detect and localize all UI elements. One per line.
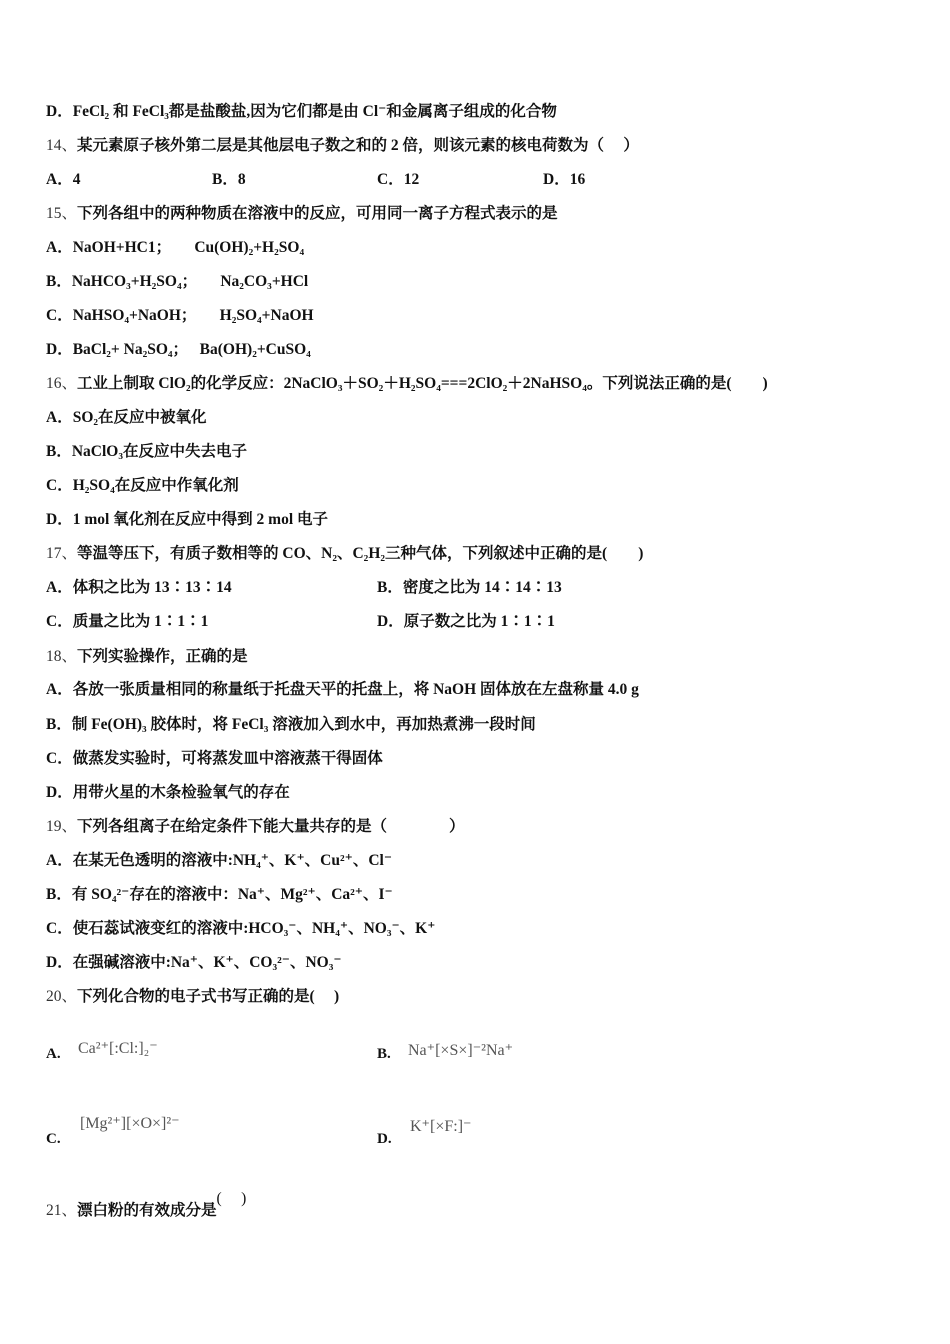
q20-stem [46, 987, 339, 1007]
q17-option-d: D．原子数之比为 1∶1∶1 [377, 613, 555, 630]
q15-option-b: B．NaHCO₃+H₂SO₄； Na₂CO₃+HCl [46, 273, 309, 290]
option-label: A. [46, 1046, 61, 1062]
q14-option-a: A．4 [46, 171, 81, 188]
question-number: 16、 [46, 375, 78, 392]
electron-formula: Na⁺[×S×]⁻²Na⁺ [408, 1042, 514, 1059]
question-text: 漂白粉的有效成分是 [77, 1202, 217, 1219]
q14-stem [46, 136, 639, 156]
q19-option-b: B．有 SO₄²⁻存在的溶液中：Na⁺、Mg²⁺、Ca²⁺、I⁻ [46, 886, 393, 903]
question-number: 20、 [46, 988, 78, 1005]
q15-option-a: A．NaOH+HC1； Cu(OH)₂+H₂SO₄ [46, 239, 305, 256]
question-text: 工业上制取 ClO₂的化学反应：2NaClO₃＋SO₂＋H₂SO₄===2ClO₂＋2NaHSO₄。下列说法正确的是( ) [77, 375, 768, 392]
q21-stem [46, 1190, 247, 1221]
question-number: 14、 [46, 137, 78, 154]
q16-stem [46, 374, 768, 394]
q15-stem [46, 204, 558, 224]
electron-formula: Ca²⁺[:Cl:]₂⁻ [78, 1040, 158, 1057]
q19-option-c: C．使石蕊试液变红的溶液中:HCO₃⁻、NH₄⁺、NO₃⁻、K⁺ [46, 920, 436, 937]
question-text: 下列实验操作，正确的是 [77, 648, 248, 665]
q17-stem [46, 544, 643, 564]
q17-option-a: A．体积之比为 13∶13∶14 [46, 579, 232, 596]
q18-option-b: B．制 Fe(OH)₃ 胶体时，将 FeCl₃ 溶液加入到水中，再加热煮沸一段时间 [46, 716, 536, 733]
q14-option-b: B．8 [212, 171, 246, 188]
q18-stem [46, 647, 248, 667]
q14-option-d: D．16 [543, 171, 586, 188]
option-label: D. [377, 1131, 392, 1147]
q16-option-b: B．NaClO₃在反应中失去电子 [46, 443, 247, 460]
q15-option-c: C．NaHSO₄+NaOH； H₂SO₄+NaOH [46, 307, 314, 324]
q19-option-d: D．在强碱溶液中:Na⁺、K⁺、CO₃²⁻、NO₃⁻ [46, 954, 342, 971]
q19-option-a: A．在某无色透明的溶液中:NH₄⁺、K⁺、Cu²⁺、Cl⁻ [46, 852, 392, 869]
electron-formula: [Mg²⁺][×O×]²⁻ [80, 1115, 180, 1132]
question-text: 下列各组离子在给定条件下能大量共存的是（ ） [77, 818, 465, 835]
q14-option-c: C．12 [377, 171, 420, 188]
q18-option-a: A．各放一张质量相同的称量纸于托盘天平的托盘上，将 NaOH 固体放在左盘称量 4.0 g [46, 681, 639, 698]
question-number: 21、 [46, 1202, 78, 1219]
question-number: 17、 [46, 545, 78, 562]
option-label: C. [46, 1131, 61, 1147]
q16-option-c: C．H₂SO₄在反应中作氧化剂 [46, 477, 239, 494]
q18-option-d: D．用带火星的木条检验氧气的存在 [46, 784, 290, 801]
answer-parentheses: ( ) [216, 1190, 247, 1207]
question-text: 下列化合物的电子式书写正确的是( ) [77, 988, 340, 1005]
q17-option-b: B．密度之比为 14∶14∶13 [377, 579, 562, 596]
q16-option-a: A．SO₂在反应中被氧化 [46, 409, 207, 426]
q13-option-d: D．FeCl₂ 和 FeCl₃都是盐酸盐,因为它们都是由 Cl⁻和金属离子组成的化合物 [46, 103, 557, 120]
electron-formula: K⁺[×F:]⁻ [410, 1118, 472, 1135]
question-text: 下列各组中的两种物质在溶液中的反应，可用同一离子方程式表示的是 [77, 205, 558, 222]
question-text: 等温等压下，有质子数相等的 CO、N₂、C₂H₂三种气体，下列叙述中正确的是( ) [77, 545, 644, 562]
question-text: 某元素原子核外第二层是其他层电子数之和的 2 倍，则该元素的核电荷数为（ ） [77, 137, 639, 154]
q16-option-d: D．1 mol 氧化剂在反应中得到 2 mol 电子 [46, 511, 329, 528]
question-number: 18、 [46, 648, 78, 665]
option-label: B. [377, 1046, 391, 1062]
q17-option-c: C．质量之比为 1∶1∶1 [46, 613, 209, 630]
q15-option-d: D．BaCl₂+ Na₂SO₄； Ba(OH)₂+CuSO₄ [46, 341, 311, 358]
question-number: 15、 [46, 205, 78, 222]
q19-stem [46, 817, 465, 837]
question-number: 19、 [46, 818, 78, 835]
q18-option-c: C．做蒸发实验时，可将蒸发皿中溶液蒸干得固体 [46, 750, 383, 767]
